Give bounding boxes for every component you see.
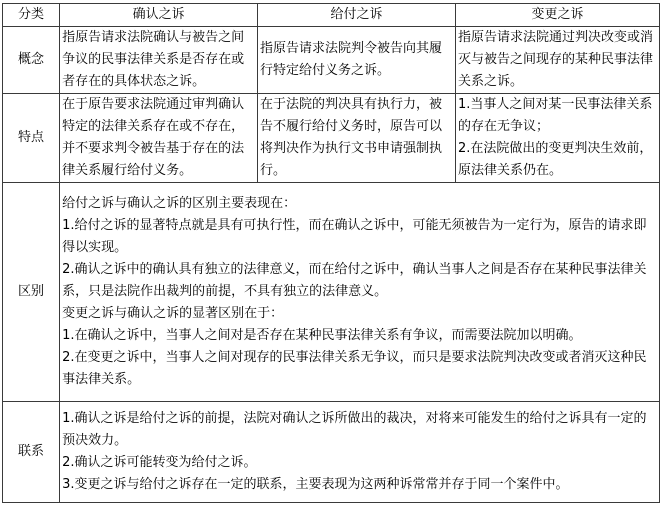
difference-line: 变更之诉与确认之诉的显著区别在于： <box>62 306 284 321</box>
row-label-relation: 联系 <box>3 402 60 503</box>
relation-line: 1.确认之诉是给付之诉的前提，法院对确认之诉所做出的裁决，对将来可能发生的给付之诉具有一定的预决效力。 <box>62 411 647 448</box>
cell-concept-confirm: 指原告请求法院确认与被告之间争议的民事法律关系是否存在或者存在的具体状态之诉。 <box>60 27 258 94</box>
header-modification-suit: 变更之诉 <box>455 4 659 27</box>
difference-line: 1.在确认之诉中，当事人之间对是否存在某种民事法律关系有争议，而需要法院加以明确。 <box>62 328 582 343</box>
difference-line: 2.确认之诉中的确认具有独立的法律意义，而在给付之诉中，确认当事人之间是否存在某种民事法律关系，只是法院作出裁判的前提，不具有独立的法律意义。 <box>62 262 647 299</box>
cell-difference <box>60 183 660 402</box>
difference-line: 2.在变更之诉中，当事人之间对现存的民事法律关系无争议，而只是要求法院判决改变或者消灭这种民事法律关系。 <box>62 350 647 387</box>
row-relation <box>3 402 660 503</box>
features-change-item: 2.在法院做出的变更判决生效前，原法律关系仍在。 <box>457 141 653 178</box>
cell-concept-change: 指原告请求法院通过判决改变或消灭与被告之间现存的某种民事法律关系之诉。 <box>455 27 659 94</box>
relation-line: 3.变更之诉与给付之诉存在一定的联系，主要表现为这两种诉常常并存于同一个案件中。 <box>62 477 569 492</box>
comparison-table <box>2 3 660 503</box>
cell-features-confirm: 在于原告要求法院通过审判确认特定的法律关系存在或不存在，并不要求判令被告基于存在的法律关系履行给付义务。 <box>60 94 258 183</box>
header-payment-suit: 给付之诉 <box>258 4 456 27</box>
row-label-difference: 区别 <box>3 183 60 402</box>
row-features <box>3 94 660 183</box>
row-label-features: 特点 <box>3 94 60 183</box>
header-confirmation-suit: 确认之诉 <box>60 4 258 27</box>
difference-line: 1.给付之诉的显著特点就是具有可执行性，而在确认之诉中，可能无须被告为一定行为，原告的请求即得以实现。 <box>62 218 647 255</box>
relation-line: 2.确认之诉可能转变为给付之诉。 <box>62 455 257 470</box>
row-label-concept: 概念 <box>3 27 60 94</box>
cell-concept-payment: 指原告请求法院判令被告向其履行特定给付义务之诉。 <box>258 27 456 94</box>
header-category: 分类 <box>3 4 60 27</box>
difference-line: 给付之诉与确认之诉的区别主要表现在： <box>62 196 297 211</box>
features-change-item: 1.当事人之间对某一民事法律关系的存在无争议； <box>457 97 653 134</box>
cell-relation <box>60 402 660 503</box>
row-difference <box>3 183 660 402</box>
header-row <box>3 4 660 27</box>
cell-features-payment: 在于法院的判决具有执行力，被告不履行给付义务时，原告可以将判决作为执行文书申请强制执行。 <box>258 94 456 183</box>
row-concept <box>3 27 660 94</box>
cell-features-change <box>455 94 659 183</box>
